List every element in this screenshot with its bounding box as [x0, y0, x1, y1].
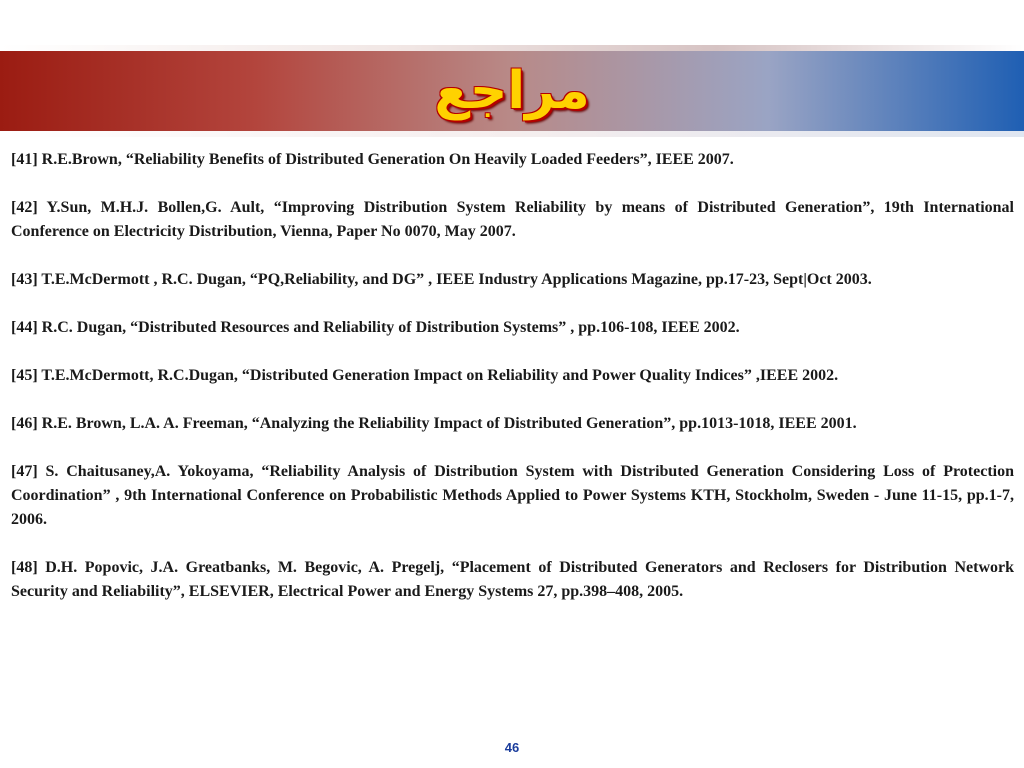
page-number: 46 [504, 740, 520, 755]
reference-41: [41] R.E.Brown, “Reliability Benefits of Distributed Generation On Heavily Loaded Feeders”, IEEE 2007. [11, 151, 734, 168]
references-list [11, 148, 1014, 628]
reference-45: [45] T.E.McDermott, R.C.Dugan, “Distributed Generation Impact on Reliability and Power Quality Indices” ,IEEE 2002. [11, 367, 839, 384]
reference-48: [48] D.H. Popovic, J.A. Greatbanks, M. Begovic, A. Pregelj, “Placement of Distributed Generators and Reclosers for Distribution Network Security and Reliability”, ELSEVIER, Electrical Power and Energy Systems 27, pp.398–408, 2005. [11, 559, 1014, 600]
title-band-bottom-strip [0, 131, 1024, 137]
reference-42: [42] Y.Sun, M.H.J. Bollen,G. Ault, “Improving Distribution System Reliability by means of Distributed Generation”, 19th International Conference on Electricity Distribution, Vienna, Paper No 0070, May 2007. [11, 199, 1014, 240]
reference-46: [46] R.E. Brown, L.A. A. Freeman, “Analyzing the Reliability Impact of Distributed Generation”, pp.1013-1018, IEEE 2001. [11, 415, 857, 432]
reference-47: [47] S. Chaitusaney,A. Yokoyama, “Reliability Analysis of Distribution System with Distributed Generation Considering Loss of Protection Coordination” , 9th International Conference on Probabilistic Methods Applied to Power Systems KTH, Stockholm, Sweden - June 11-15, pp.1-7, 2006. [11, 463, 1014, 528]
reference-43: [43] T.E.McDermott , R.C. Dugan, “PQ,Reliability, and DG” , IEEE Industry Applications Magazine, pp.17-23, Sept|Oct 2003. [11, 271, 872, 288]
slide-title: مراجع [434, 61, 590, 121]
reference-44: [44] R.C. Dugan, “Distributed Resources and Reliability of Distribution Systems” , pp.106-108, IEEE 2002. [11, 319, 740, 336]
